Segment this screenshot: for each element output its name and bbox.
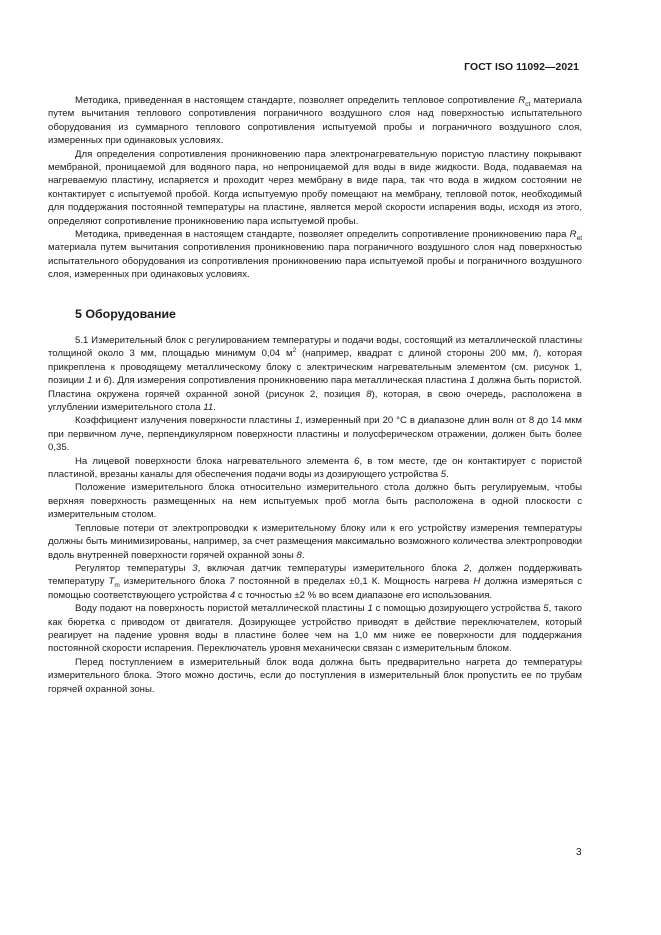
page-number: 3 <box>576 847 582 858</box>
paragraph-emissivity: Коэффициент излучения поверхности пластины 1, измеренный при 20 °С в диапазоне длин волн от 8 до 14 мкм при первичном луче, перпендикулярном поверхности пластины и полусферическом отражении, должен быть более 0,35. <box>48 415 582 454</box>
paragraph-preheat: Перед поступлением в измерительный блок вода должна быть предварительно нагрета до температуры измерительного блока. Этого можно достичь, если до поступления в измерительный блок пропустить ее по трубам горячей охранной зоны. <box>48 656 582 695</box>
paragraph-channels: На лицевой поверхности блока нагревательного элемента 6, в том месте, где он контактирует с пористой пластиной, врезаны каналы для обеспечения подачи воды из дозирующего устройства 5. <box>48 455 583 481</box>
paragraph-5-1: 5.1 Измерительный блок с регулированием температуры и подачи воды, состоящий из металлической пластины толщиной около 3 мм, площадью минимум 0,04 $м^2$ (например, квадрат с длиной стороны 200 мм, l), которая прикреплена к проводящему металлическому блоку с электрическим нагревательным элементом (см. рисунок 1, позиции 1 и 6). Для измерения сопротивления проникновению пара металлическая пластина 1 должна быть пористой. Пластина окружена горячей охранной зоной (рисунок 2, позиция 8), которая, в свою очередь, расположена в углублении измерительного стола 11. <box>48 335 582 414</box>
paragraph-heat-losses: Тепловые потери от электропроводки к измерительному блоку или к его устройству измерения температуры должны быть минимизированы, например, за счет размещения максимально возможного количества электропроводки вдоль внутренней поверхности горячей охранной зоны 8. <box>48 522 582 561</box>
paragraph-regulator: Регулятор температуры 3, включая датчик температуры измерительного блока 2, должен поддерживать температуру $T_m$ измерительного блока 7 постоянной в пределах ±0,1 К. Мощность нагрева H должна измеряться с помощью соответствующего устройства 4 с точностью ±2 % во всем диапазоне его использования. <box>48 562 583 601</box>
equipment-text-block <box>48 334 582 696</box>
paragraph-vapour-resistance: Методика, приведенная в настоящем стандарте, позволяет определить сопротивление проникновению пара $R_{et}$ материала путем вычитания сопротивления проникновению пара пограничного воздушного слоя над поверхностью испытательного оборудования из сопротивления проникновению пара испытуемой пробы и пограничного воздушного слоя, измеренных при одинаковых условиях. <box>48 229 582 281</box>
paragraph-water-supply: Воду подают на поверхность пористой металлической пластины 1 с помощью дозирующего устройства 5, такого как бюретка с приводом от двигателя. Дозирующее устройство приводят в действие переключателем, который реагирует на падение уровня воды в пластине более чем на 1,0 мм ниже ее поверхности для поддержания постоянной скорости испарения. Переключатель уровня механически связан с измерительным блоком. <box>48 603 582 655</box>
section-heading: 5 Оборудование <box>75 307 176 321</box>
paragraph-vapour-method: Для определения сопротивления проникновению пара электронагревательную пористую пластину покрывают мембраной, проницаемой для водяного пара, но непроницаемой для воды в виде жидкости. Вода, подаваемая на нагреваемую пластину, испаряется и проходит через мембрану в виде пара, так что вода в жидком состоянии не контактирует с испытуемой пробой. Когда испытуемую пробу помещают на мембрану, тепловой поток, необходимый для поддержания постоянной температуры на пластине, является мерой скорости испарения воды, исходя из этого, определяют сопротивление проникновению пара испытуемой пробы. <box>48 148 582 227</box>
intro-text-block <box>48 94 582 282</box>
paragraph-position: Положение измерительного блока относительно измерительного стола должно быть регулируемым, чтобы верхняя поверхность размещенных на нем испытуемых проб могла быть расположена в одной плоскости с измерительным столом. <box>48 482 582 521</box>
paragraph-thermal-resistance: Методика, приведенная в настоящем стандарте, позволяет определить тепловое сопротивление $R_{ct}$ материала путем вычитания теплового сопротивления пограничного воздушного слоя над поверхностью испытательного оборудования из суммарного теплового сопротивления испытуемой пробы и пограничного воздушного слоя, измеренных при одинаковых условиях. <box>48 95 582 147</box>
document-code: ГОСТ ISO 11092—2021 <box>464 62 579 73</box>
